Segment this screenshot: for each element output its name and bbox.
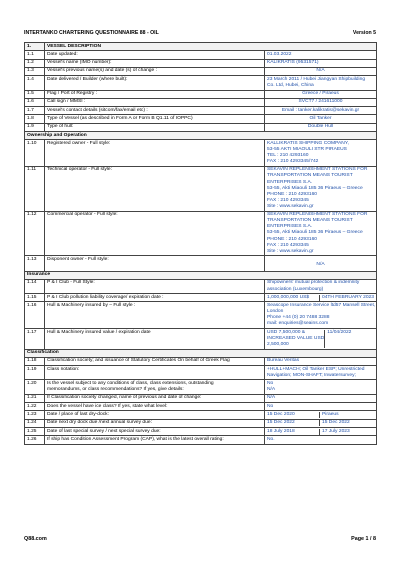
row-value <box>265 279 377 293</box>
row-label: If Classification society changed, name of previous and date of change: <box>45 394 265 402</box>
text-line: KALLIKRATIS SHIPPING COMPANY, <box>267 140 349 146</box>
footer-brand: Q88.com <box>24 536 47 542</box>
section-header-row <box>25 43 377 51</box>
table-row <box>25 59 377 67</box>
row-number: 1.11 <box>25 166 45 211</box>
row-value: 01.03.2022 <box>265 51 377 59</box>
row-label: Date / place of last dry-dock: <box>45 411 265 419</box>
table-row <box>25 90 377 98</box>
table-row <box>25 302 377 329</box>
row-label: Type of Vessel (as described in Form A or Form B Q1.11 of IOPPC) <box>45 115 265 123</box>
text-line: FAX : 210 4293345 <box>267 197 309 203</box>
table-row <box>25 279 377 293</box>
text-line: 53-55, Akti Miaouli 185 36 Piraeus – Greece <box>267 230 363 236</box>
row-value: N/A <box>265 394 377 402</box>
row-number: 1.23 <box>25 411 45 419</box>
document-title: INTERTANKO CHARTERING QUESTIONNAIRE 88 - OIL <box>24 30 159 36</box>
row-value <box>265 76 377 90</box>
row-label: Technical operator - Full style: <box>45 166 265 211</box>
table-row <box>25 294 377 302</box>
row-value <box>265 419 377 427</box>
page-number: Page 1 / 8 <box>351 536 376 542</box>
table-row <box>25 419 377 427</box>
next-annual-survey-date: 15 Dec 2022 <box>319 420 374 426</box>
row-number: 1.26 <box>25 436 45 444</box>
row-value: N/A <box>265 67 377 75</box>
subsection-header-row <box>25 131 377 139</box>
row-number: 1.15 <box>25 294 45 302</box>
row-label: Call sign / MMSI : <box>45 98 265 106</box>
text-line: 2,500,000 <box>267 341 289 347</box>
text-line: ENTERPRISES S.A. <box>267 224 313 230</box>
row-number: 1.19 <box>25 366 45 380</box>
drydock-place: Piraeus <box>319 412 374 418</box>
text-line: Navigation; MON-SHAFT; Inwatersurvey; <box>267 372 356 378</box>
text-line: ENTERPRISES S.A. <box>267 179 313 185</box>
text-line: Site : www.sekavin.gr <box>267 203 314 209</box>
row-label: Does the vessel have ice class? If yes, state what level: <box>45 403 265 411</box>
row-number: 1.25 <box>25 427 45 435</box>
row-value <box>265 140 377 167</box>
row-number: 1.24 <box>25 419 45 427</box>
row-number: 1.1 <box>25 51 45 59</box>
row-value: Email : tanker.kalikratis@sekavin.gr <box>265 107 377 115</box>
row-label: Hull & Machinery insured value / expiration date <box>45 329 265 349</box>
text-line: Seascope Insurance Service ltd57 Mansell Street, <box>267 303 376 309</box>
row-label: Disponent owner - Full style: <box>45 256 265 271</box>
row-number: 1.6 <box>25 98 45 106</box>
row-label: Date delivered / Builder (where built): <box>45 76 265 90</box>
table-row <box>25 394 377 402</box>
row-value: KALIKRATIS (9531571) <box>265 59 377 67</box>
text-line: 53-55 AKTI MIAOULI STR PIRAEUS <box>267 146 347 152</box>
table-row <box>25 380 377 394</box>
table-row <box>25 51 377 59</box>
row-label: Flag / Port of Registry : <box>45 90 265 98</box>
next-drydock-date: 15 Dec 2022 <box>267 420 295 426</box>
document-header <box>24 30 376 40</box>
text-line: memorandums, or class recommendations? If yes, give details: <box>47 387 184 393</box>
row-label: Date next dry dock due /next annual survey due: <box>45 419 265 427</box>
row-number: 1.22 <box>25 403 45 411</box>
row-value <box>265 294 377 302</box>
row-number: 1.8 <box>25 115 45 123</box>
row-label: Date updated: <box>45 51 265 59</box>
text-line: mail: enquiries@seains.com <box>267 321 329 327</box>
subsection-header-row <box>25 349 377 357</box>
row-number: 1.3 <box>25 67 45 75</box>
table-row <box>25 357 377 365</box>
row-number: 1.14 <box>25 279 45 293</box>
text-line: London <box>267 309 284 315</box>
row-number: 1.7 <box>25 107 45 115</box>
row-label: P & I Club pollution liability coverage/ expiration date : <box>45 294 265 302</box>
row-value <box>265 166 377 211</box>
table-row <box>25 329 377 349</box>
coverage-amount: 1,000,000,000 US$ <box>267 294 310 300</box>
row-number: 1.5 <box>25 90 45 98</box>
text-line: association (Luxembourg) <box>267 286 324 292</box>
row-value: Greece / Piraeus <box>265 90 377 98</box>
drydock-date: 15 Dec 2020 <box>267 411 295 417</box>
row-value: Bureau Veritas <box>265 357 377 365</box>
subsection-title: Insurance <box>25 271 377 279</box>
row-number: 1.20 <box>25 380 45 394</box>
row-value: No. <box>265 436 377 444</box>
table-row <box>25 107 377 115</box>
text-line: FAX : 210 4293345/742 <box>267 159 319 165</box>
table-row <box>25 427 377 435</box>
text-line: FAX : 210 4293345 <box>267 242 309 248</box>
row-number: 1.18 <box>25 357 45 365</box>
row-label: Registered owner - Full style: <box>45 140 265 167</box>
section-number: 1. <box>25 43 45 51</box>
table-row <box>25 98 377 106</box>
row-number: 1.9 <box>25 123 45 131</box>
row-number: 1.4 <box>25 76 45 90</box>
row-label: If ship has Condition Assessment Program (CAP), what is the latest overall rating: <box>45 436 265 444</box>
row-label: Type of hull: <box>45 123 265 131</box>
subsection-title: Ownership and Operation <box>25 131 377 139</box>
text-line: TRANSPORTATION MEANS TOURIST <box>267 218 353 224</box>
text-line: Co. Ltd, Hubei, China <box>267 82 314 88</box>
row-label <box>45 380 265 394</box>
row-value <box>265 302 377 329</box>
row-number: 1.17 <box>25 329 45 349</box>
row-label: Vessel's contact details (sitcom/fax/email etc) : <box>45 107 265 115</box>
text-line: PHONE : 210 4293160 <box>267 191 318 197</box>
row-number: 1.16 <box>25 302 45 329</box>
row-number: 1.13 <box>25 256 45 271</box>
row-value <box>265 329 377 349</box>
table-row <box>25 166 377 211</box>
row-value: Double Hull <box>265 123 377 131</box>
table-row <box>25 403 377 411</box>
table-row <box>25 211 377 256</box>
text-line: N/A <box>267 387 276 393</box>
text-line: Shipowners' mutual protection & indemnity <box>267 280 360 286</box>
row-label: Hull & Machinery insured by – Full style : <box>45 302 265 329</box>
subsection-title: Classification <box>25 349 377 357</box>
row-value: No <box>265 403 377 411</box>
section-title: VESSEL DESCRIPTION <box>45 43 377 51</box>
table-row <box>25 123 377 131</box>
text-line: SEKAVIN REPLENISHMENT STATIONS FOR <box>267 167 368 173</box>
text-line: No <box>267 381 274 387</box>
row-value <box>265 411 377 419</box>
subsection-header-row <box>25 271 377 279</box>
row-number: 1.10 <box>25 140 45 167</box>
text-line: USD 7,500,000 & <box>267 329 306 335</box>
questionnaire-table <box>24 42 377 445</box>
table-row <box>25 140 377 167</box>
row-value <box>265 380 377 394</box>
row-number: 1.12 <box>25 211 45 256</box>
text-line: 53-55, Akti Miaouli 185 36 Piraeus – Greece <box>267 185 363 191</box>
text-line: Phone +44 (0) 20 7488 3288 <box>267 315 330 321</box>
row-value <box>265 366 377 380</box>
row-value: SVCT7 / 241611000 <box>265 98 377 106</box>
insured-value <box>267 330 324 348</box>
table-row <box>25 76 377 90</box>
row-label: Classification society; and issuance of Statutory Certificates On behalf of Greek Flag <box>45 357 265 365</box>
text-line: PHONE : 210 4293160 <box>267 236 318 242</box>
text-line: +HULL+MACH; Oil Tanker ESP; Unrestricted <box>267 366 365 372</box>
table-row <box>25 436 377 444</box>
text-line: INCREASED VALUE USD <box>267 335 325 341</box>
row-label: Vessel's name (IMO number): <box>45 59 265 67</box>
text-line: TRANSPORTATION MEANS TOURIST <box>267 173 353 179</box>
insured-expiry: 11/04/2022 <box>324 330 374 348</box>
text-line: TEL : 210 4293160 <box>267 152 309 158</box>
table-row <box>25 115 377 123</box>
last-special-survey-date: 18 July 2018 <box>267 428 295 434</box>
page-footer <box>24 536 376 546</box>
row-label: Date of last special survey / next special survey due: <box>45 427 265 435</box>
row-value: N/A <box>265 256 377 271</box>
row-label: Class notation: <box>45 366 265 380</box>
table-row <box>25 67 377 75</box>
row-value <box>265 211 377 256</box>
next-special-survey-date: 17 July 2023 <box>319 429 374 435</box>
row-label: Vessel's previous name(s) and date (s) of change : <box>45 67 265 75</box>
row-label: P & I Club - Full Style: <box>45 279 265 293</box>
row-number: 1.2 <box>25 59 45 67</box>
row-label: Commercial operator - Full style: <box>45 211 265 256</box>
row-number: 1.21 <box>25 394 45 402</box>
table-row <box>25 256 377 271</box>
row-value <box>265 427 377 435</box>
table-row <box>25 411 377 419</box>
table-row <box>25 366 377 380</box>
text-line: Is the vessel subject to any conditions of class, class extensions, outstanding <box>47 381 214 387</box>
text-line: Site : www.sekavin.gr <box>267 248 314 254</box>
row-value: Oil Tanker <box>265 115 377 123</box>
document-version: Version 5 <box>352 30 376 36</box>
text-line: 23 March 2011 / Hubei Jiangyan Shipbuilding <box>267 76 366 82</box>
text-line: SEKAVIN REPLENISHMENT STATIONS FOR <box>267 212 368 218</box>
coverage-expiry: 04TH FEBRUARY 2023 <box>319 295 374 301</box>
